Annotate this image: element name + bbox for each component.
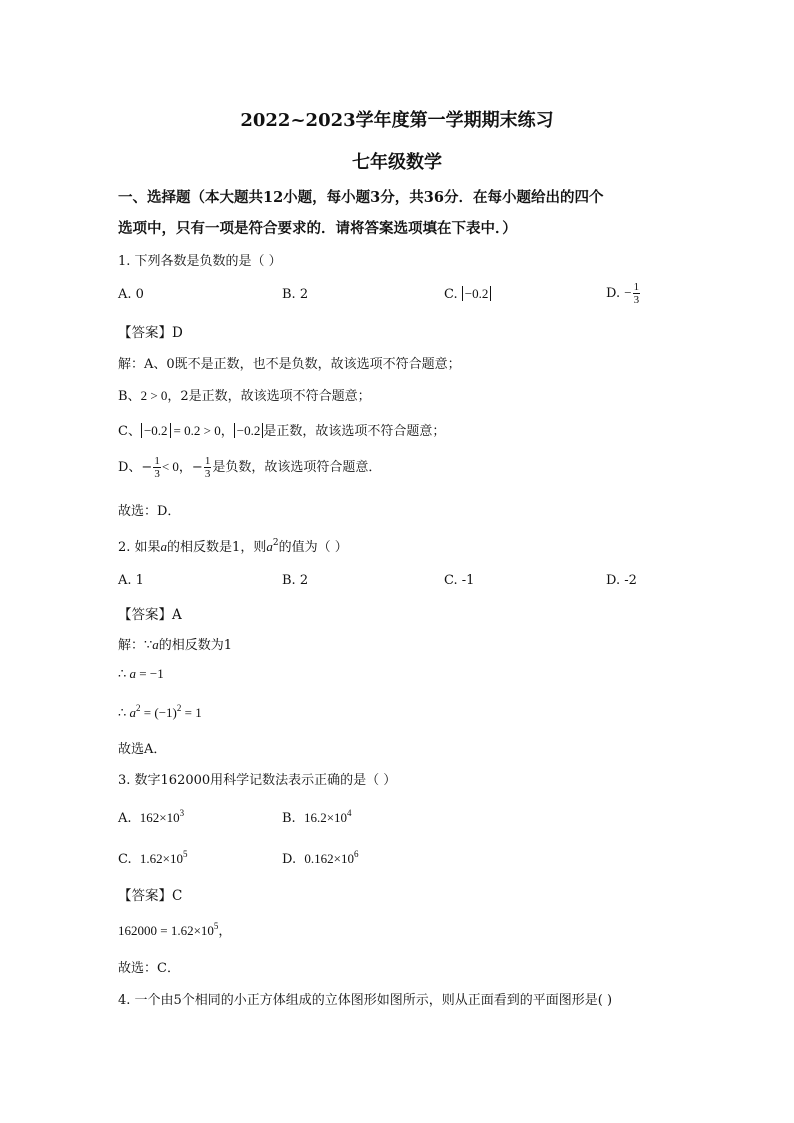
- q3-option-b-base: 16.2×10: [303, 810, 348, 825]
- q3-stem: 3. 数字162000用科学记数法表示正确的是（ ）: [118, 773, 397, 788]
- q3-option-d-exp: 6: [353, 849, 359, 859]
- q1-solution-4-den1: 3: [154, 468, 160, 480]
- q2-solution-3-mid: = (−1): [140, 705, 177, 720]
- q3-option-a-exp: 3: [179, 808, 185, 818]
- q3-option-b-label: B.: [282, 811, 296, 826]
- q1-solution-3-comma: ，: [220, 424, 234, 439]
- q2-solution-1-because: ∵: [144, 637, 153, 652]
- q2-stem-a: 2. 如果: [118, 540, 161, 555]
- q1-solution-3-prefix: C、: [118, 424, 141, 439]
- q3-solution: [118, 920, 231, 939]
- q1-solution-4-den2: 3: [204, 468, 211, 480]
- q1-solution-3-text: 是正数，故该选项不符合题意；: [263, 424, 446, 439]
- q3-option-a: [118, 808, 184, 826]
- q1-solution-4-frac2: [204, 455, 212, 480]
- q1-solution-2-math: 2 > 0: [140, 388, 168, 403]
- q1-option-b: B. 2: [282, 287, 309, 302]
- q2-solution-1-prefix: 解：: [118, 638, 145, 653]
- page-title: 2022~2023学年度第一学期期末练习: [240, 110, 554, 131]
- q1-solution-4-num2: 1: [204, 455, 211, 467]
- q2-option-d: D. -2: [606, 573, 637, 588]
- q2-solution-1-text: 的相反数为1: [158, 638, 233, 653]
- q3-option-b-exp: 4: [347, 808, 352, 818]
- q1-solution-4-ineq: < 0: [161, 459, 179, 474]
- q2-answer: 【答案】A: [118, 607, 182, 623]
- q1-solution-4: [118, 455, 381, 480]
- q1-solution-3-eq: = 0.2 > 0: [173, 423, 221, 438]
- q2-final: 故选A．: [118, 742, 167, 757]
- q2-solution-3-sup2: 2: [176, 703, 182, 713]
- section-heading-line1: 一、选择题（本大题共12小题，每小题3分，共36分．在每小题给出的四个: [118, 189, 604, 206]
- q3-option-c-base: 1.62×10: [139, 851, 183, 866]
- q1-solution-2-text: ，2是正数，故该选项不符合题意；: [167, 389, 371, 404]
- q1-final: 故选：D．: [118, 504, 181, 519]
- q1-option-c: [444, 286, 491, 302]
- q3-option-c-exp: 5: [182, 849, 188, 859]
- q2-solution-1: [118, 634, 232, 653]
- q2-stem-b: 的相反数是1，则: [167, 540, 267, 555]
- q1-solution-1: 解：A、0既不是正数，也不是负数，故该选项不符合题意；: [118, 357, 461, 372]
- q2-stem: [118, 536, 348, 555]
- q3-option-a-label: A.: [118, 811, 132, 826]
- q3-answer: 【答案】C: [118, 888, 183, 904]
- q3-option-d: [282, 849, 358, 867]
- q1-option-d-denominator: 3: [633, 294, 640, 306]
- q2-option-c: C. -1: [444, 573, 475, 588]
- q3-option-c-label: C.: [118, 852, 132, 867]
- q1-stem: 1. 下列各数是负数的是（ ）: [118, 254, 282, 269]
- q1-option-d: [606, 281, 641, 306]
- q1-option-c-value: −0.2: [462, 286, 492, 301]
- q1-solution-4-frac1: [153, 455, 161, 480]
- q2-solution-3-var: a: [129, 705, 137, 720]
- q1-solution-3-abs2: −0.2: [234, 423, 264, 438]
- q2-solution-3: [118, 703, 202, 721]
- q2-stem-var: a: [160, 539, 168, 554]
- q2-solution-3-end: = 1: [181, 705, 202, 720]
- q2-stem-c: 的值为（ ）: [278, 540, 348, 555]
- page-subtitle: 七年级数学: [352, 152, 442, 173]
- q2-stem-sup: 2: [272, 538, 279, 548]
- q1-solution-4-prefix: D、−: [118, 460, 153, 475]
- q1-option-a: A. 0: [118, 287, 144, 302]
- q2-solution-1-var: a: [152, 637, 159, 652]
- q1-solution-2: [118, 385, 371, 404]
- q2-solution-2-var: a: [129, 666, 137, 681]
- q1-solution-3-abs1: −0.2: [141, 423, 171, 438]
- q2-option-a: A. 1: [118, 573, 144, 588]
- q2-solution-2-therefore: ∴: [118, 666, 130, 681]
- q2-solution-3-therefore: ∴: [118, 705, 130, 720]
- q3-solution-tail: ，: [218, 923, 232, 938]
- q1-option-d-numerator: 1: [633, 281, 640, 293]
- q1-solution-4-num1: 1: [154, 455, 160, 467]
- q1-option-d-fraction: [633, 281, 641, 306]
- q3-option-d-label: D.: [282, 852, 297, 867]
- q2-solution-2: [118, 666, 164, 682]
- q3-option-a-base: 162×10: [139, 810, 180, 825]
- q1-solution-4-mid: ，−: [178, 460, 203, 475]
- q3-final: 故选：C．: [118, 961, 180, 976]
- q1-option-d-sign: −: [624, 285, 632, 300]
- q3-solution-base: 162000 = 1.62×10: [118, 923, 214, 938]
- q3-option-c: [118, 849, 187, 867]
- q2-solution-2-text: = −1: [136, 666, 164, 681]
- q3-option-b: [282, 808, 352, 826]
- q3-option-d-base: 0.162×10: [304, 851, 354, 866]
- q1-option-d-label: D.: [606, 286, 625, 301]
- q3-solution-exp: 5: [213, 921, 219, 931]
- q2-option-b: B. 2: [282, 573, 309, 588]
- q1-answer: 【答案】D: [118, 325, 183, 341]
- q2-stem-var2: a: [266, 539, 273, 554]
- q1-solution-3: [118, 420, 445, 439]
- section-heading-line2: 选项中，只有一项是符合要求的．请将答案选项填在下表中．）: [118, 220, 517, 237]
- q2-solution-3-sup: 2: [136, 703, 141, 713]
- q1-solution-2-prefix: B、: [118, 389, 141, 404]
- q1-option-c-label: C.: [444, 287, 462, 302]
- q4-stem: 4. 一个由5个相同的小正方体组成的立体图形如图所示，则从正面看到的平面图形是( ): [118, 993, 613, 1008]
- q1-solution-4-text: 是负数，故该选项符合题意．: [212, 460, 382, 475]
